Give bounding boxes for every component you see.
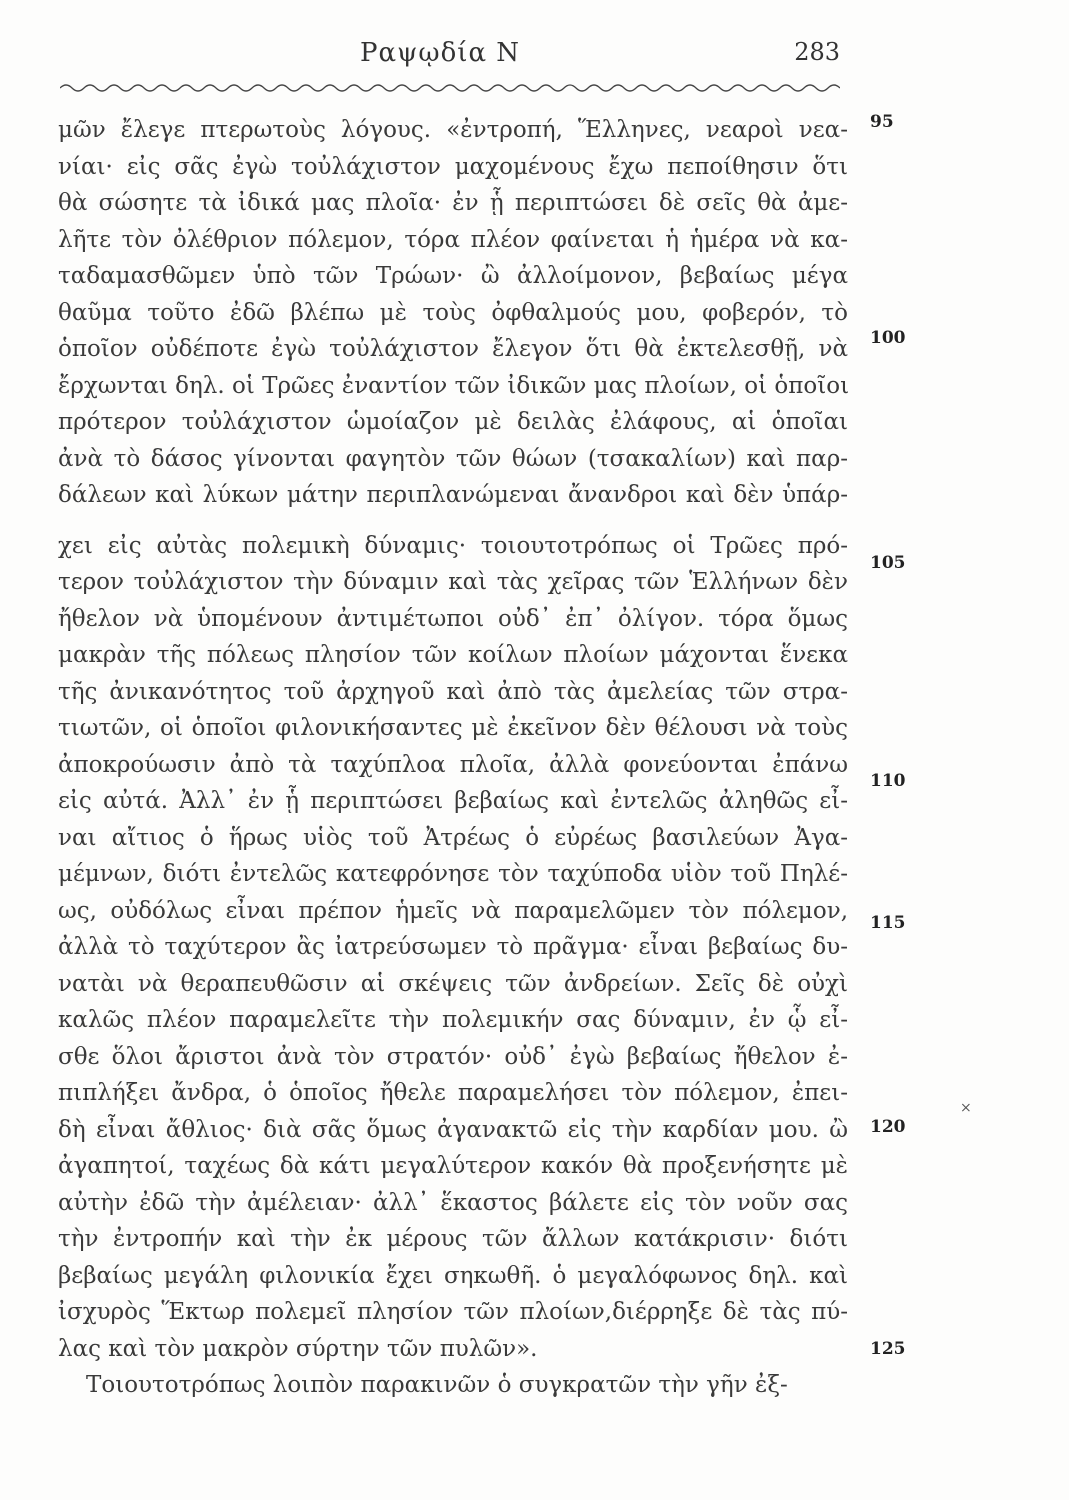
text-line: τερον τοὐλάχιστον τὴν δύναμιν καὶ τὰς χεῖρας τῶν Ἑλλήνων δὲν [58, 569, 848, 595]
text-line: λας καὶ τὸν μακρὸν σύρτην τῶν πυλῶν». [58, 1335, 538, 1362]
text-line: εἰς αὐτά. Ἀλλ᾽ ἐν ᾗ περιπτώσει βεβαίως καὶ ἐντελῶς ἀληθῶς εἶ- [58, 788, 848, 814]
line-number-margin [870, 0, 940, 1500]
line-number: 110 [870, 771, 906, 791]
text-line: θαῦμα τοῦτο ἐδῶ βλέπω μὲ τοὺς ὀφθαλμούς μου, φοβερόν, τὸ [58, 299, 848, 326]
text-line: ἤθελον νὰ ὑπομένουν ἀντιμέτωποι οὐδ᾽ ἐπ᾽ ὀλίγον. τόρα ὅμως [58, 605, 848, 632]
text-line: νατὰι νὰ θεραπευθῶσιν αἱ σκέψεις τῶν ἀνδρείων. Σεῖς δὲ οὐχὶ [58, 970, 848, 997]
line-number: 120 [870, 1117, 906, 1137]
text-line: ἀνὰ τὸ δάσος γίνονται φαγητὸν τῶν θώων (τσακαλίων) καὶ παρ- [58, 445, 848, 472]
text-line: ἀγαπητοί, ταχέως δὰ κάτι μεγαλύτερον κακόν θὰ προξενήσητε μὲ [58, 1153, 848, 1179]
line-number: 95 [870, 112, 894, 132]
text-line: αὐτὴν ἐδῶ τὴν ἀμέλειαν· ἀλλ᾽ ἕκαστος βάλετε εἰς τὸν νοῦν σας [58, 1189, 848, 1216]
text-line: πρότερον τοὐλάχιστον ὡμοίαζον μὲ δειλὰς ἐλάφους, αἱ ὁποῖαι [58, 409, 848, 435]
wavy-rule-divider [60, 80, 840, 94]
text-line: θὰ σώσητε τὰ ἰδικά μας πλοῖα· ἐν ᾗ περιπτώσει δὲ σεῖς θὰ ἀμε- [58, 190, 848, 216]
text-line: ως, οὐδόλως εἶναι πρέπον ἡμεῖς νὰ παραμελῶμεν τὸν πόλεμον, [58, 897, 848, 924]
text-line: Τοιουτοτρόπως λοιπὸν παρακινῶν ὁ συγκρατῶν τὴν γῆν ἐξ- [86, 1372, 788, 1398]
text-line: ἔρχωνται δηλ. οἱ Τρῶες ἐναντίον τῶν ἰδικῶν μας πλοίων, οἱ ὁποῖοι [58, 372, 850, 399]
text-line: τὴν ἐντροπήν καὶ τὴν ἐκ μέρους τῶν ἄλλων κατάκρισιν· διότι [58, 1226, 848, 1252]
page-number: 283 [794, 38, 840, 66]
text-line: δάλεων καὶ λύκων μάτην περιπλανώμεναι ἄνανδροι καὶ δὲν ὑπάρ- [58, 482, 848, 508]
chapter-title: Ραψῳδία Ν [359, 38, 521, 68]
text-line: λῆτε τὸν ὀλέθριον πόλεμον, τόρα πλέον φαίνεται ἡ ἡμέρα νὰ κα- [58, 226, 848, 253]
text-line: τιωτῶν, οἱ ὁποῖοι φιλονικήσαντες μὲ ἐκεῖνον δὲν θέλουσι νὰ τοὺς [58, 715, 848, 741]
text-line: καλῶς πλέον παραμελεῖτε τὴν πολεμικήν σας δύναμιν, ἐν ᾧ εἶ- [58, 1007, 848, 1033]
text-line: δὴ εἶναι ἄθλιος· διὰ σᾶς ὅμως ἀγανακτῶ εἰς τὴν καρδίαν μου. ὢ [58, 1116, 848, 1143]
line-number: 115 [870, 913, 906, 933]
text-line: βεβαίως μεγάλη φιλονικία ἔχει σηκωθῆ. ὁ μεγαλόφωνος δηλ. καὶ [58, 1262, 848, 1289]
text-line: ναι αἴτιος ὁ ἥρως υἱὸς τοῦ Ἀτρέως ὁ εὐρέως βασιλεύων Ἀγα- [58, 824, 848, 851]
text-line: νίαι· εἰς σᾶς ἐγὼ τοὐλάχιστον μαχομένους ἔχω πεποίθησιν ὅτι [58, 153, 848, 180]
text-line: χει εἰς αὐτὰς πολεμικὴ δύναμις· τοιουτοτρόπως οἱ Τρῶες πρό- [58, 532, 848, 559]
text-line: τῆς ἀνικανότητος τοῦ ἀρχηγοῦ καὶ ἀπὸ τὰς ἀμελείας τῶν στρα- [58, 678, 848, 705]
text-line: ἀποκρούωσιν ἀπὸ τὰ ταχύπλοα πλοῖα, ἀλλὰ φονεύονται ἐπάνω [58, 751, 848, 778]
body-text [58, 112, 848, 1404]
text-line: ἰσχυρὸς Ἕκτωρ πολεμεῖ πλησίον τῶν πλοίων,διέρρηξε δὲ τὰς πύ- [58, 1299, 848, 1325]
text-line: ὁποῖον οὐδέποτε ἐγὼ τοὐλάχιστον ἔλεγον ὅτι θὰ ἐκτελεσθῇ, νὰ [58, 336, 848, 362]
text-line: ἀλλὰ τὸ ταχύτερον ἂς ἰατρεύσωμεν τὸ πρᾶγμα· εἶναι βεβαίως δυ- [58, 934, 848, 960]
text-line: ταδαμασθῶμεν ὑπὸ τῶν Τρώων· ὢ ἀλλοίμονον, βεβαίως μέγα [58, 263, 848, 289]
text-line: σθε ὅλοι ἄριστοι ἀνὰ τὸν στρατόν· οὐδ᾽ ἐγὼ βεβαίως ἤθελον ἐ- [58, 1043, 848, 1070]
text-line: μακρὰν τῆς πόλεως πλησίον τῶν κοίλων πλοίων μάχονται ἕνεκα [58, 642, 848, 668]
text-line: μῶν ἔλεγε πτερωτοὺς λόγους. «ἐντροπή, Ἕλληνες, νεαροὶ νεα- [58, 117, 848, 143]
line-number: 125 [870, 1339, 906, 1359]
text-line: μέμνων, διότι ἐντελῶς κατεφρόνησε τὸν ταχύποδα υἱὸν τοῦ Πηλέ- [58, 861, 848, 887]
line-number: 105 [870, 553, 906, 573]
text-line: πιπλήξει ἄνδρα, ὁ ὁποῖος ἤθελε παραμελήσει τὸν πόλεμον, ἐπει- [58, 1080, 848, 1106]
line-number: 100 [870, 328, 906, 348]
print-speck: × [960, 1100, 972, 1116]
